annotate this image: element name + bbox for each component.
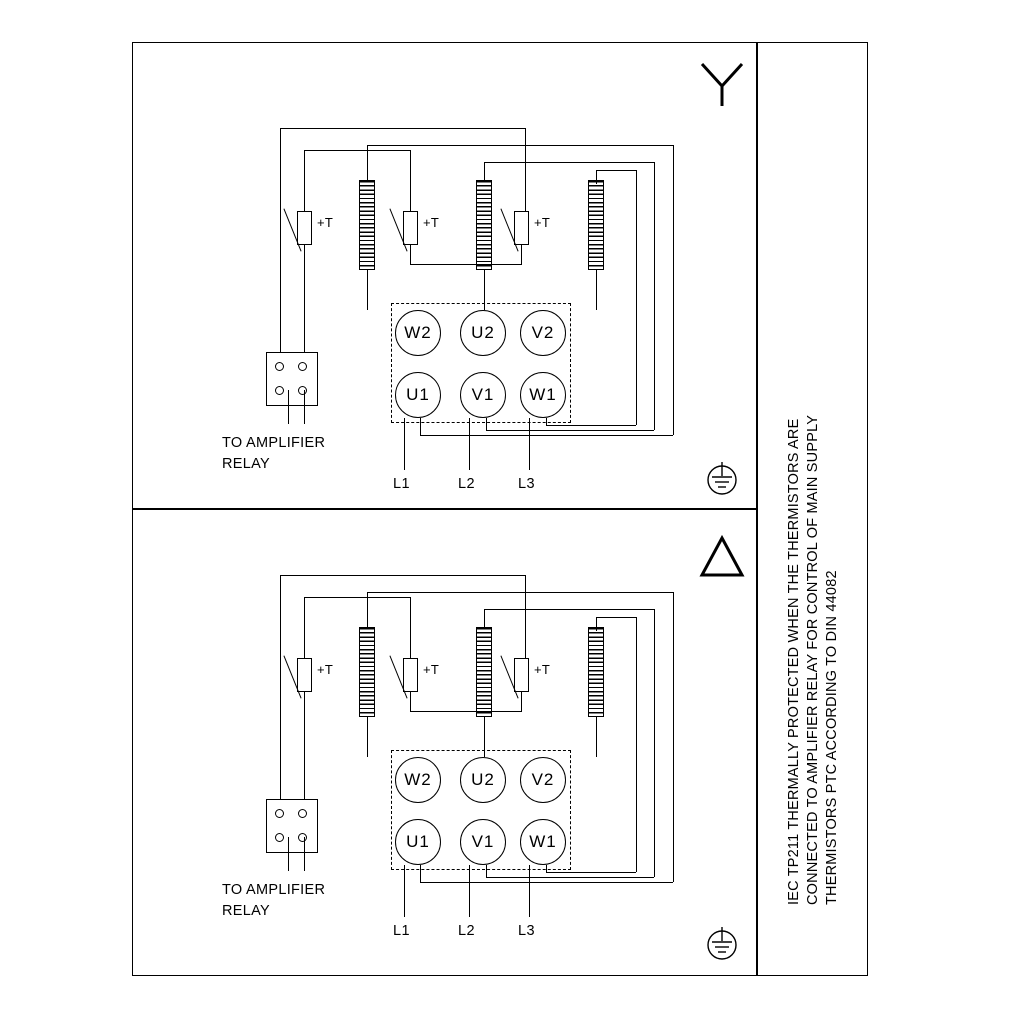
wire-l3 [529, 418, 530, 470]
wire-coil-1-top [367, 145, 368, 181]
supply-label-l3: L3 [518, 476, 535, 492]
wire-coil-right-drop [673, 145, 674, 435]
winding-coil-3-delta [588, 627, 604, 717]
wire-coil-2-right-drop [654, 162, 655, 430]
winding-coil-2-delta [476, 627, 492, 717]
terminal-dot-2 [298, 362, 307, 371]
wire-l3-delta [529, 865, 530, 917]
wire-terminal-out-1 [288, 390, 289, 424]
amplifier-caption-line1-delta: TO AMPLIFIER [222, 882, 326, 898]
wire-thermistor-3-bottom [521, 245, 522, 265]
wire-thermistor-top-bus-delta [280, 575, 525, 576]
wire-l3-return-up [546, 418, 547, 426]
wire-thermistor-2-bottom-delta [410, 692, 411, 712]
terminal-dot-3-delta [275, 833, 284, 842]
wire-coil-bus-top [367, 145, 673, 146]
terminal-dot-3 [275, 386, 284, 395]
wire-l1-delta [404, 865, 405, 917]
wire-coil-right-drop-delta [673, 592, 674, 882]
node-u1: U1 [395, 372, 441, 418]
note-line-2: CONNECTED TO AMPLIFIER RELAY FOR CONTROL OF MAIN SUPPLY [805, 414, 821, 905]
wire-coil-3-top-delta [596, 617, 597, 631]
earth-ground-symbol [700, 458, 744, 502]
wire-l1-return-up [420, 418, 421, 436]
terminal-dot-1 [275, 362, 284, 371]
wire-thermistor-link-1 [304, 150, 410, 151]
node-w1: W1 [520, 372, 566, 418]
wire-coil-3-bottom [596, 270, 597, 310]
thermistor-1 [297, 211, 312, 245]
wire-l2 [469, 418, 470, 470]
node-w2: W2 [395, 310, 441, 356]
wire-coil-3-top [596, 170, 597, 184]
wire-thermistor-link-1-delta [304, 597, 410, 598]
terminal-dot-1-delta [275, 809, 284, 818]
wire-l1-return-delta [420, 882, 673, 883]
wire-l3-return [546, 425, 636, 426]
wire-coil-bus-top-2 [484, 162, 654, 163]
wire-thermistor-3-bottom-delta [521, 692, 522, 712]
supply-label-l3-delta: L3 [518, 923, 535, 939]
supply-label-l2-delta: L2 [458, 923, 475, 939]
wire-coil-2-top [484, 162, 485, 182]
thermistor-1-delta-label: +T [317, 662, 334, 677]
wire-thermistor-bus-down-right [525, 128, 526, 212]
amplifier-caption-line1: TO AMPLIFIER [222, 435, 326, 451]
winding-coil-1-delta [359, 627, 375, 717]
wire-coil-1-bottom-delta [367, 717, 368, 757]
supply-label-l1: L1 [393, 476, 410, 492]
star-y-symbol [698, 60, 746, 110]
earth-ground-symbol-2 [700, 923, 744, 967]
amplifier-relay-terminal-block-delta [266, 799, 318, 853]
node-w1-delta: W1 [520, 819, 566, 865]
wire-coil-1-bottom [367, 270, 368, 310]
wire-terminal-out-1-delta [288, 837, 289, 871]
wire-coil-3-right-drop [636, 170, 637, 425]
thermistor-2 [403, 211, 418, 245]
wire-coil-3-right-drop-delta [636, 617, 637, 872]
thermistor-2-delta [403, 658, 418, 692]
note-column-divider [756, 42, 758, 976]
wire-terminal-out-2-delta [304, 837, 305, 871]
wire-thermistor-bus-down-right-delta [525, 575, 526, 659]
winding-coil-3 [588, 180, 604, 270]
wire-coil-2-right-drop-delta [654, 609, 655, 877]
note-line-3: THERMISTORS PTC ACCORDING TO DIN 44082 [824, 570, 840, 905]
amplifier-caption-line2-delta: RELAY [222, 903, 270, 919]
thermistor-3-delta [514, 658, 529, 692]
wire-l2-return-up-delta [486, 865, 487, 878]
wire-coil-3-bottom-delta [596, 717, 597, 757]
node-u2-delta: U2 [460, 757, 506, 803]
thermistor-1-label: +T [317, 215, 334, 230]
wire-thermistor-link-1-left [304, 150, 305, 212]
terminal-dot-2-delta [298, 809, 307, 818]
thermistor-2-delta-label: +T [423, 662, 440, 677]
wire-thermistor-bus-down-left [280, 128, 281, 358]
wire-thermistor-link-1-right [410, 150, 411, 212]
wire-thermistor-2-3-link-delta [410, 711, 521, 712]
thermistor-3-label: +T [534, 215, 551, 230]
wire-coil-3-top-link [596, 170, 636, 171]
amplifier-caption-line2: RELAY [222, 456, 270, 472]
wire-coil-2-top-delta [484, 609, 485, 629]
wire-coil-bus-top-2-delta [484, 609, 654, 610]
wire-l1 [404, 418, 405, 470]
wire-coil-bus-top-delta [367, 592, 673, 593]
node-v1: V1 [460, 372, 506, 418]
thermistor-3-delta-label: +T [534, 662, 551, 677]
winding-coil-1 [359, 180, 375, 270]
note-line-1: IEC TP211 THERMALLY PROTECTED WHEN THE THERMISTORS ARE [786, 418, 802, 905]
wire-l1-return [420, 435, 673, 436]
wire-terminal-out-2 [304, 390, 305, 424]
delta-triangle-symbol [698, 534, 746, 580]
wire-l2-return [486, 430, 654, 431]
wire-thermistor-link-1-right-delta [410, 597, 411, 659]
wire-coil-3-top-link-delta [596, 617, 636, 618]
wire-l3-return-up-delta [546, 865, 547, 873]
thermistor-1-delta [297, 658, 312, 692]
thermistor-3 [514, 211, 529, 245]
terminal-dot-4-delta [298, 833, 307, 842]
wire-l1-return-up-delta [420, 865, 421, 883]
wire-l3-return-delta [546, 872, 636, 873]
node-w2-delta: W2 [395, 757, 441, 803]
node-u2: U2 [460, 310, 506, 356]
wire-thermistor-2-bottom [410, 245, 411, 265]
wire-l2-delta [469, 865, 470, 917]
wire-thermistor-2-3-link [410, 264, 521, 265]
panel-divider [132, 508, 756, 510]
wire-l2-return-delta [486, 877, 654, 878]
wire-thermistor-top-bus [280, 128, 525, 129]
amplifier-relay-terminal-block [266, 352, 318, 406]
node-v2-delta: V2 [520, 757, 566, 803]
wire-l2-return-up [486, 418, 487, 431]
thermistor-2-label: +T [423, 215, 440, 230]
node-u1-delta: U1 [395, 819, 441, 865]
wire-thermistor-link-1-left-delta [304, 597, 305, 659]
node-v2: V2 [520, 310, 566, 356]
winding-coil-2 [476, 180, 492, 270]
wire-thermistor-bus-down-left-delta [280, 575, 281, 805]
wire-coil-1-top-delta [367, 592, 368, 628]
supply-label-l2: L2 [458, 476, 475, 492]
supply-label-l1-delta: L1 [393, 923, 410, 939]
node-v1-delta: V1 [460, 819, 506, 865]
terminal-dot-4 [298, 386, 307, 395]
